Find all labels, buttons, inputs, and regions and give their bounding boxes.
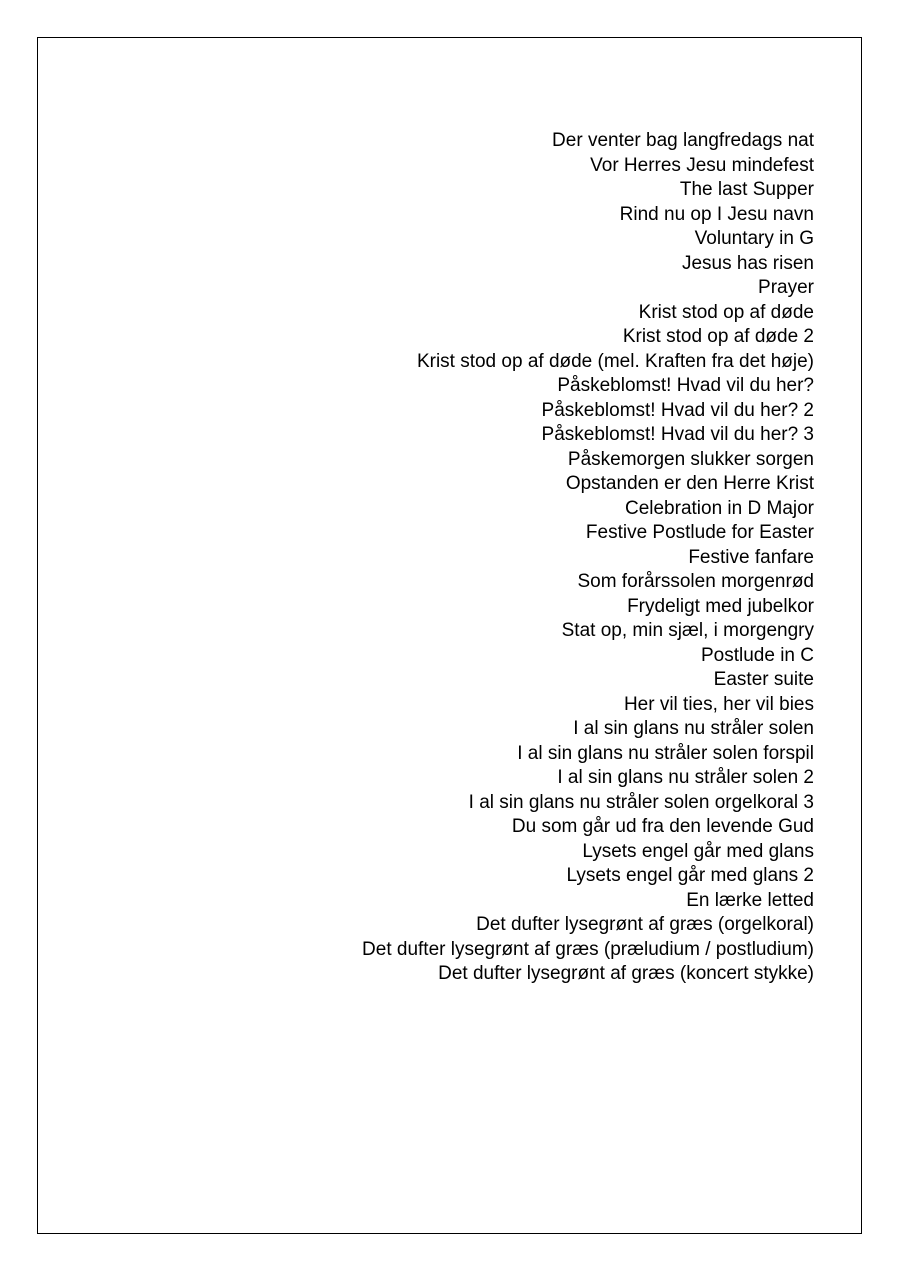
list-item: Stat op, min sjæl, i morgengry	[561, 620, 814, 641]
list-item: I al sin glans nu stråler solen	[573, 718, 814, 739]
list-item: Lysets engel går med glans	[582, 840, 814, 862]
list-item: I al sin glans nu stråler solen orgelkoral 3	[468, 791, 814, 813]
list-item: Easter suite	[713, 669, 814, 690]
list-item: Krist stod op af døde 2	[622, 326, 814, 347]
list-item: I al sin glans nu stråler solen forspil	[517, 742, 814, 764]
list-item: Det dufter lysegrønt af græs (koncert stykke)	[438, 963, 814, 984]
list-item: Det dufter lysegrønt af græs (orgelkoral)	[476, 914, 814, 935]
list-item: Lysets engel går med glans 2	[566, 865, 814, 886]
list-item: Vor Herres Jesu mindefest	[590, 154, 814, 176]
list-item: The last Supper	[679, 179, 814, 200]
list-item: Postlude in C	[700, 644, 814, 666]
list-item: Celebration in D Major	[624, 497, 814, 519]
list-item: Voluntary in G	[694, 228, 814, 249]
list-item: Påskeblomst! Hvad vil du her?	[557, 375, 814, 396]
list-item: Påskeblomst! Hvad vil du her? 3	[541, 424, 814, 445]
list-item: Jesus has risen	[681, 252, 814, 274]
list-item: Det dufter lysegrønt af græs (præludium / postludium)	[362, 938, 814, 960]
title-list	[362, 129, 814, 987]
list-item: Der venter bag langfredags nat	[552, 130, 814, 151]
list-item: Festive fanfare	[688, 546, 814, 568]
list-item: Påskemorgen slukker sorgen	[567, 448, 814, 470]
list-item: Opstanden er den Herre Krist	[565, 473, 814, 494]
list-item: Krist stod op af døde	[638, 301, 814, 323]
list-item: Festive Postlude for Easter	[585, 522, 814, 543]
list-item: Her vil ties, her vil bies	[623, 693, 814, 715]
list-item: En lærke letted	[686, 889, 814, 911]
list-item: I al sin glans nu stråler solen 2	[557, 767, 814, 788]
list-item: Prayer	[758, 277, 814, 298]
list-item: Du som går ud fra den levende Gud	[511, 816, 814, 837]
list-item: Krist stod op af døde (mel. Kraften fra det høje)	[416, 350, 814, 372]
list-item: Frydeligt med jubelkor	[627, 595, 814, 617]
list-item: Påskeblomst! Hvad vil du her? 2	[541, 399, 814, 421]
list-item: Som forårssolen morgenrød	[577, 571, 814, 592]
list-item: Rind nu op I Jesu navn	[619, 203, 814, 225]
